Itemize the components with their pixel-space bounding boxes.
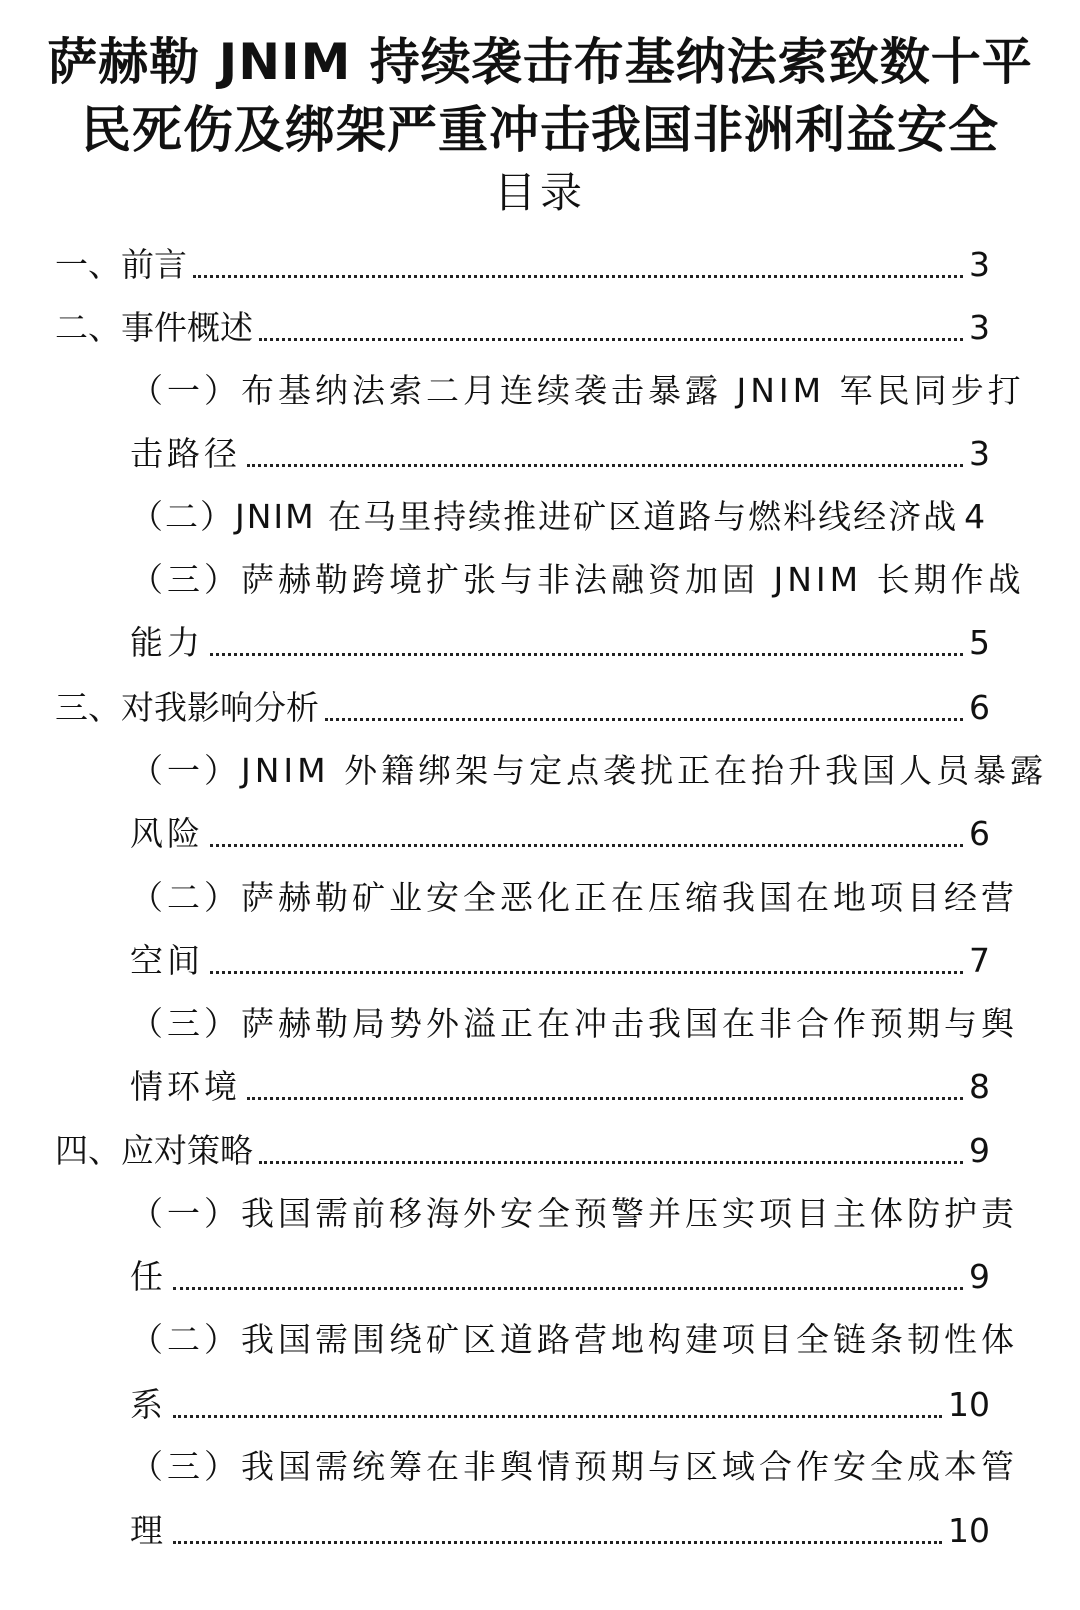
toc-entry-2-3-line-1[interactable] <box>130 555 1025 605</box>
toc-entry-label: 系 <box>130 1385 167 1424</box>
toc-page-number: 6 <box>969 688 990 727</box>
toc-entry-3-1-line-1[interactable] <box>130 746 1048 796</box>
toc-entry-label: 空间 <box>130 941 204 980</box>
toc-entry-response-strategy[interactable] <box>55 1126 990 1176</box>
toc-page-number: 6 <box>969 814 990 853</box>
toc-entry-4-1-line-1[interactable] <box>130 1189 1018 1239</box>
toc-entry-preface[interactable] <box>55 240 990 290</box>
document-title-line-1: 萨赫勒 JNIM 持续袭击布基纳法索致数十平 <box>47 33 1033 91</box>
toc-entry-3-2-line-2[interactable] <box>130 936 990 986</box>
toc-page-number: 3 <box>969 434 990 473</box>
toc-entry-2-1-line-1[interactable] <box>130 366 1025 416</box>
toc-entry-label: （三）萨赫勒局势外溢正在冲击我国在非合作预期与舆 <box>130 1004 1018 1043</box>
document-title-line-2: 民死伤及绑架严重冲击我国非洲利益安全 <box>81 101 999 159</box>
toc-leader-dots <box>259 338 963 341</box>
toc-entry-label: 一、前言 <box>55 245 187 284</box>
toc-entry-2-2[interactable] <box>130 492 990 542</box>
toc-entry-3-3-line-2[interactable] <box>130 1062 990 1112</box>
toc-entry-label: 四、应对策略 <box>55 1131 253 1170</box>
toc-entry-label: 击路径 <box>130 434 241 473</box>
toc-entry-label: 理 <box>130 1511 167 1550</box>
toc-entry-2-1-line-2[interactable] <box>130 429 990 479</box>
toc-page-number: 9 <box>969 1257 990 1296</box>
toc-page-number: 10 <box>948 1511 990 1550</box>
toc-entry-impact-analysis[interactable] <box>55 683 990 733</box>
toc-leader-dots <box>173 1415 942 1418</box>
toc-entry-label: （二）JNIM 在马里持续推进矿区道路与燃料线经济战 <box>130 497 959 536</box>
toc-entry-3-3-line-1[interactable] <box>130 999 1018 1049</box>
toc-leader-dots <box>259 1161 963 1164</box>
toc-leader-dots <box>210 971 963 974</box>
toc-leader-dots <box>210 844 963 847</box>
toc-entry-4-1-line-2[interactable] <box>130 1252 990 1302</box>
toc-entry-label: （一）布基纳法索二月连续袭击暴露 JNIM 军民同步打 <box>130 371 1025 410</box>
toc-page-number: 7 <box>969 941 990 980</box>
toc-leader-dots <box>173 1541 942 1544</box>
toc-entry-label: （三）萨赫勒跨境扩张与非法融资加固 JNIM 长期作战 <box>130 560 1025 599</box>
toc-leader-dots <box>325 718 963 721</box>
toc-heading: 目录 <box>493 168 586 217</box>
toc-entry-label: 能力 <box>130 623 204 662</box>
toc-page-number: 3 <box>969 308 990 347</box>
toc-page-number: 9 <box>969 1131 990 1170</box>
toc-entry-label: （一）我国需前移海外安全预警并压实项目主体防护责 <box>130 1194 1018 1233</box>
toc-entry-event-overview[interactable] <box>55 303 990 353</box>
toc-leader-dots <box>173 1287 963 1290</box>
toc-entry-4-2-line-1[interactable] <box>130 1315 1018 1365</box>
toc-leader-dots <box>247 1097 963 1100</box>
toc-entry-label: （二）萨赫勒矿业安全恶化正在压缩我国在地项目经营 <box>130 878 1018 917</box>
toc-page-number: 5 <box>969 623 990 662</box>
toc-entry-3-1-line-2[interactable] <box>130 809 990 859</box>
toc-leader-dots <box>193 275 963 278</box>
toc-leader-dots <box>210 653 963 656</box>
toc-entry-4-3-line-1[interactable] <box>130 1442 1018 1492</box>
toc-leader-dots <box>247 464 963 467</box>
toc-entry-label: （三）我国需统筹在非舆情预期与区域合作安全成本管 <box>130 1447 1018 1486</box>
toc-entry-label: 情环境 <box>130 1067 241 1106</box>
toc-entry-4-3-line-2[interactable] <box>130 1506 990 1556</box>
toc-entry-4-2-line-2[interactable] <box>130 1380 990 1430</box>
toc-entry-3-2-line-1[interactable] <box>130 873 1018 923</box>
toc-entry-label: 任 <box>130 1257 167 1296</box>
toc-entry-label: 二、事件概述 <box>55 308 253 347</box>
toc-entry-label: 三、对我影响分析 <box>55 688 319 727</box>
toc-page-number: 8 <box>969 1067 990 1106</box>
toc-page-number: 4 <box>964 497 986 536</box>
toc-page-number: 3 <box>969 245 990 284</box>
toc-entry-label: （一）JNIM 外籍绑架与定点袭扰正在抬升我国人员暴露 <box>130 751 1048 790</box>
toc-entry-label: 风险 <box>130 814 204 853</box>
toc-page-number: 10 <box>948 1385 990 1424</box>
toc-entry-label: （二）我国需围绕矿区道路营地构建项目全链条韧性体 <box>130 1320 1018 1359</box>
toc-entry-2-3-line-2[interactable] <box>130 618 990 668</box>
